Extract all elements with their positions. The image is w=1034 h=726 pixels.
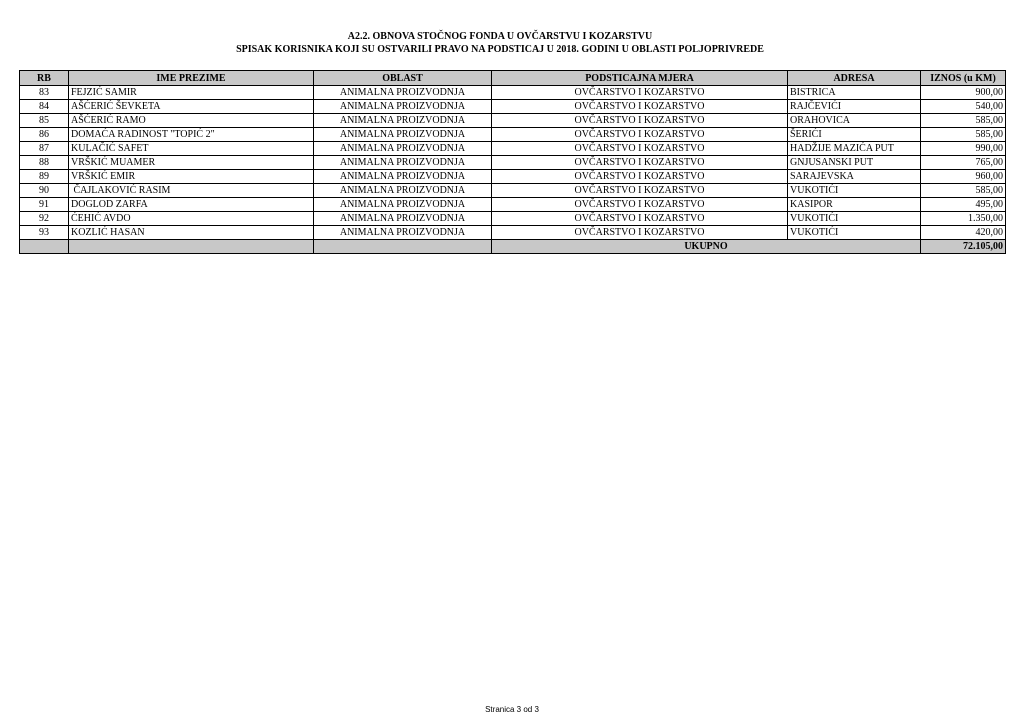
cell-measure: OVČARSTVO I KOZARSTVO xyxy=(492,114,788,128)
total-empty-cell xyxy=(20,240,69,254)
cell-address: ŠERIĆI xyxy=(788,128,921,142)
cell-address: RAJČEVIĆI xyxy=(788,100,921,114)
total-empty-cell xyxy=(314,240,492,254)
cell-address: KASIPOR xyxy=(788,198,921,212)
cell-name: AŠĆERIĆ RAMO xyxy=(69,114,314,128)
cell-amount: 990,00 xyxy=(921,142,1006,156)
report-title xyxy=(0,30,1000,56)
cell-name: FEJZIĆ SAMIR xyxy=(69,86,314,100)
cell-measure: OVČARSTVO I KOZARSTVO xyxy=(492,212,788,226)
table-row xyxy=(20,114,1006,128)
cell-amount: 495,00 xyxy=(921,198,1006,212)
table-row xyxy=(20,184,1006,198)
cell-name: VRŠKIĆ MUAMER xyxy=(69,156,314,170)
table-row xyxy=(20,226,1006,240)
cell-area: ANIMALNA PROIZVODNJA xyxy=(314,100,492,114)
cell-measure: OVČARSTVO I KOZARSTVO xyxy=(492,100,788,114)
cell-amount: 420,00 xyxy=(921,226,1006,240)
cell-address: ORAHOVICA xyxy=(788,114,921,128)
cell-rb: 83 xyxy=(20,86,69,100)
cell-amount: 585,00 xyxy=(921,128,1006,142)
cell-rb: 90 xyxy=(20,184,69,198)
cell-area: ANIMALNA PROIZVODNJA xyxy=(314,170,492,184)
table-row xyxy=(20,128,1006,142)
cell-amount: 540,00 xyxy=(921,100,1006,114)
cell-measure: OVČARSTVO I KOZARSTVO xyxy=(492,184,788,198)
table-row xyxy=(20,198,1006,212)
page-number: Stranica 3 od 3 xyxy=(485,705,539,714)
cell-area: ANIMALNA PROIZVODNJA xyxy=(314,114,492,128)
cell-rb: 91 xyxy=(20,198,69,212)
cell-address: VUKOTIĆI xyxy=(788,184,921,198)
cell-rb: 93 xyxy=(20,226,69,240)
table-row xyxy=(20,86,1006,100)
cell-measure: OVČARSTVO I KOZARSTVO xyxy=(492,226,788,240)
total-label: UKUPNO xyxy=(492,240,921,254)
cell-address: SARAJEVSKA xyxy=(788,170,921,184)
cell-name: VRŠKIĆ EMIR xyxy=(69,170,314,184)
table-row xyxy=(20,142,1006,156)
cell-amount: 585,00 xyxy=(921,114,1006,128)
cell-amount: 1.350,00 xyxy=(921,212,1006,226)
cell-name: DOGLOD ZARFA xyxy=(69,198,314,212)
column-header-area: OBLAST xyxy=(314,71,492,86)
cell-measure: OVČARSTVO I KOZARSTVO xyxy=(492,170,788,184)
cell-area: ANIMALNA PROIZVODNJA xyxy=(314,184,492,198)
cell-area: ANIMALNA PROIZVODNJA xyxy=(314,226,492,240)
cell-rb: 86 xyxy=(20,128,69,142)
table-row xyxy=(20,100,1006,114)
cell-area: ANIMALNA PROIZVODNJA xyxy=(314,156,492,170)
cell-rb: 88 xyxy=(20,156,69,170)
cell-name: KOZLIĆ HASAN xyxy=(69,226,314,240)
cell-measure: OVČARSTVO I KOZARSTVO xyxy=(492,128,788,142)
table-row xyxy=(20,212,1006,226)
cell-measure: OVČARSTVO I KOZARSTVO xyxy=(492,198,788,212)
cell-name: DOMAĆA RADINOST "TOPIĆ 2" xyxy=(69,128,314,142)
cell-name: ĆEHIĆ AVDO xyxy=(69,212,314,226)
cell-address: VUKOTIĆI xyxy=(788,226,921,240)
total-row xyxy=(20,240,1006,254)
cell-area: ANIMALNA PROIZVODNJA xyxy=(314,142,492,156)
cell-address: BISTRICA xyxy=(788,86,921,100)
cell-rb: 87 xyxy=(20,142,69,156)
table-body xyxy=(20,86,1006,254)
table-header-row xyxy=(20,71,1006,86)
column-header-rb: RB xyxy=(20,71,69,86)
title-line-1: A2.2. OBNOVA STOČNOG FONDA U OVČARSTVU I KOZARSTVU xyxy=(347,31,653,42)
cell-area: ANIMALNA PROIZVODNJA xyxy=(314,198,492,212)
cell-amount: 765,00 xyxy=(921,156,1006,170)
cell-area: ANIMALNA PROIZVODNJA xyxy=(314,128,492,142)
table-row xyxy=(20,170,1006,184)
cell-address: HADŽIJE MAZIĆA PUT xyxy=(788,142,921,156)
cell-rb: 84 xyxy=(20,100,69,114)
cell-amount: 585,00 xyxy=(921,184,1006,198)
column-header-measure: PODSTICAJNA MJERA xyxy=(492,71,788,86)
title-line-2: SPISAK KORISNIKA KOJI SU OSTVARILI PRAVO NA PODSTICAJ U 2018. GODINI U OBLASTI POLJOPRIVREDE xyxy=(236,44,764,55)
cell-name: AŠĆERIĆ ŠEVKETA xyxy=(69,100,314,114)
total-value: 72.105,00 xyxy=(921,240,1006,254)
cell-name: KULAČIĆ SAFET xyxy=(69,142,314,156)
cell-amount: 960,00 xyxy=(921,170,1006,184)
table-row xyxy=(20,156,1006,170)
cell-measure: OVČARSTVO I KOZARSTVO xyxy=(492,86,788,100)
cell-amount: 900,00 xyxy=(921,86,1006,100)
cell-rb: 85 xyxy=(20,114,69,128)
column-header-name: IME PREZIME xyxy=(69,71,314,86)
beneficiaries-table xyxy=(19,70,1006,254)
total-empty-cell xyxy=(69,240,314,254)
cell-address: VUKOTIĆI xyxy=(788,212,921,226)
column-header-amount: IZNOS (u KM) xyxy=(921,71,1006,86)
cell-address: GNJUSANSKI PUT xyxy=(788,156,921,170)
cell-name: ČAJLAKOVIĆ RASIM xyxy=(69,184,314,198)
cell-area: ANIMALNA PROIZVODNJA xyxy=(314,86,492,100)
cell-area: ANIMALNA PROIZVODNJA xyxy=(314,212,492,226)
cell-measure: OVČARSTVO I KOZARSTVO xyxy=(492,142,788,156)
column-header-address: ADRESA xyxy=(788,71,921,86)
cell-rb: 89 xyxy=(20,170,69,184)
cell-rb: 92 xyxy=(20,212,69,226)
cell-measure: OVČARSTVO I KOZARSTVO xyxy=(492,156,788,170)
